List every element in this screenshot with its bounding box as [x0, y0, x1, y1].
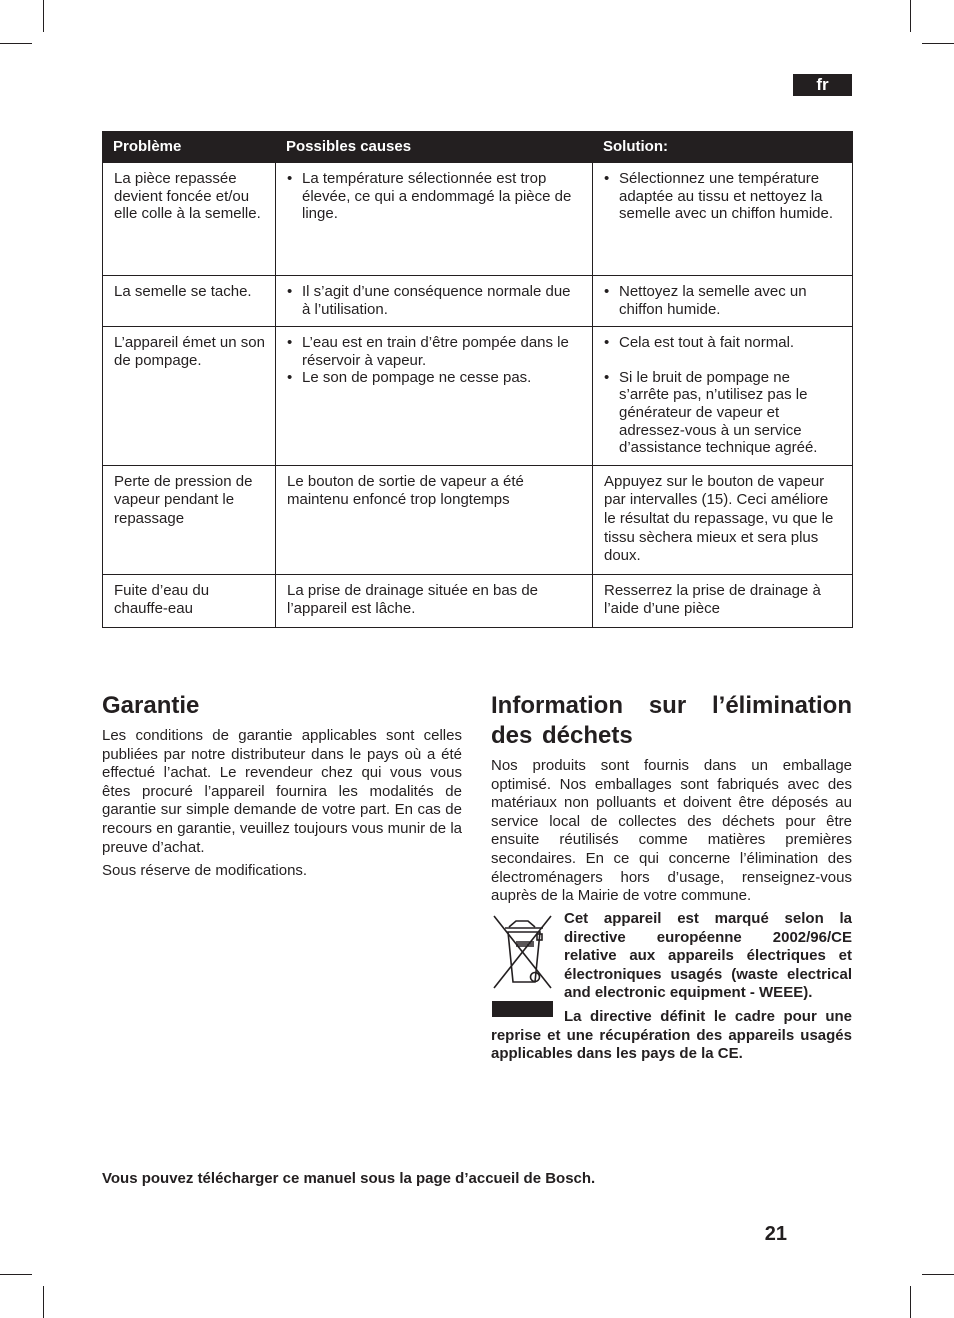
- problem-cell: Perte de pression de vapeur pendant le repassage: [103, 465, 276, 574]
- solution-item: • Nettoyez la semelle avec un chiffon humide.: [604, 283, 842, 318]
- column-header-problem: Problème: [103, 132, 276, 163]
- troubleshooting-table: [102, 131, 853, 628]
- crop-mark: [910, 0, 911, 32]
- crop-mark: [910, 1286, 911, 1318]
- page-number: 21: [764, 1223, 787, 1245]
- causes-cell: [276, 327, 593, 466]
- cause-item: • La température sélectionnée est trop élevée, ce qui a endommagé la pièce de linge.: [287, 170, 582, 223]
- solution-item: • Si le bruit de pompage ne s’arrête pas, n’utilisez pas le générateur de vapeur et adressez-vous à un service d’assistance technique agréé.: [604, 369, 842, 457]
- warranty-paragraph: Les conditions de garantie applicables sont celles publiées par notre distributeur dans le pays où a été effectué l’achat. Le revendeur chez qui vous vous êtes procuré l’appareil fournira les modalités de garantie sur simple demande de votre part. En cas de recours en garantie, veuillez toujours vous munir de la preuve d’achat.: [102, 727, 462, 856]
- problem-cell: L’appareil émet un son de pompage.: [103, 327, 276, 466]
- problem-cell: Fuite d’eau du chauffe-eau: [103, 574, 276, 627]
- cause-item: • L’eau est en train d’être pompée dans le réservoir à vapeur.: [287, 334, 582, 369]
- table-header-row: [103, 132, 853, 163]
- table-row: [103, 163, 853, 276]
- causes-cell: La prise de drainage située en bas de l’appareil est lâche.: [276, 574, 593, 627]
- weee-notice: Cet appareil est marqué selon la directive européenne 2002/96/CE relative aux appareils électriques et électroniques usagés (waste electrical and electronic equipment - WEEE).: [564, 910, 852, 1002]
- solution-item: • Sélectionnez une température adaptée au tissu et nettoyez la semelle avec un chiffon humide.: [604, 170, 842, 223]
- table-row: [103, 465, 853, 574]
- warranty-heading: Garantie: [102, 692, 200, 719]
- warranty-note: Sous réserve de modifications.: [102, 862, 308, 879]
- solution-item: • Cela est tout à fait normal.: [604, 334, 842, 352]
- solution-cell: [593, 327, 853, 466]
- causes-cell: [276, 163, 593, 276]
- table-row: [103, 276, 853, 327]
- problem-cell: La pièce repassée devient foncée et/ou elle colle à la semelle.: [103, 163, 276, 276]
- download-note: Vous pouvez télécharger ce manuel sous la page d’accueil de Bosch.: [102, 1170, 596, 1187]
- column-header-solution: Solution:: [593, 132, 853, 163]
- problem-cell: La semelle se tache.: [103, 276, 276, 327]
- crop-mark: [0, 1274, 32, 1275]
- disposal-paragraph: Nos produits sont fournis dans un emballage optimisé. Nos emballages sont fabriqués avec des matériaux non polluants et doivent être déposés au service local de collectes des déchets pour être ensuite réutilisés comme matières premières secondaires. En ce qui concerne l’élimination des électroménagers hors d’usage, renseignez-vous auprès de la Mairie de votre commune.: [491, 757, 852, 905]
- disposal-heading: Information sur l’élimination des déchets: [491, 692, 852, 749]
- column-header-causes: Possibles causes: [276, 132, 593, 163]
- solution-cell: Appuyez sur le bouton de vapeur par intervalles (15). Ceci améliore le résultat du repassage, vu que le tissu sèchera mieux et sera plus doux.: [593, 465, 853, 574]
- crop-mark: [0, 43, 32, 44]
- crop-mark: [922, 1274, 954, 1275]
- solution-cell: [593, 276, 853, 327]
- crop-mark: [43, 1286, 44, 1318]
- crop-mark: [43, 0, 44, 32]
- table-row: [103, 327, 853, 466]
- solution-cell: Resserrez la prise de drainage à l’aide d’une pièce: [593, 574, 853, 627]
- directive-note: La directive définit le cadre pour une reprise et une récupération des appareils usagés applicables dans les pays de la CE.: [491, 1008, 852, 1063]
- cause-item: • Il s’agit d’une conséquence normale due à l’utilisation.: [287, 283, 582, 318]
- language-tab: fr: [793, 74, 852, 96]
- solution-cell: [593, 163, 853, 276]
- crop-mark: [922, 43, 954, 44]
- cause-item: • Le son de pompage ne cesse pas.: [287, 369, 582, 387]
- causes-cell: Le bouton de sortie de vapeur a été maintenu enfoncé trop longtemps: [276, 465, 593, 574]
- table-row: [103, 574, 853, 627]
- causes-cell: [276, 276, 593, 327]
